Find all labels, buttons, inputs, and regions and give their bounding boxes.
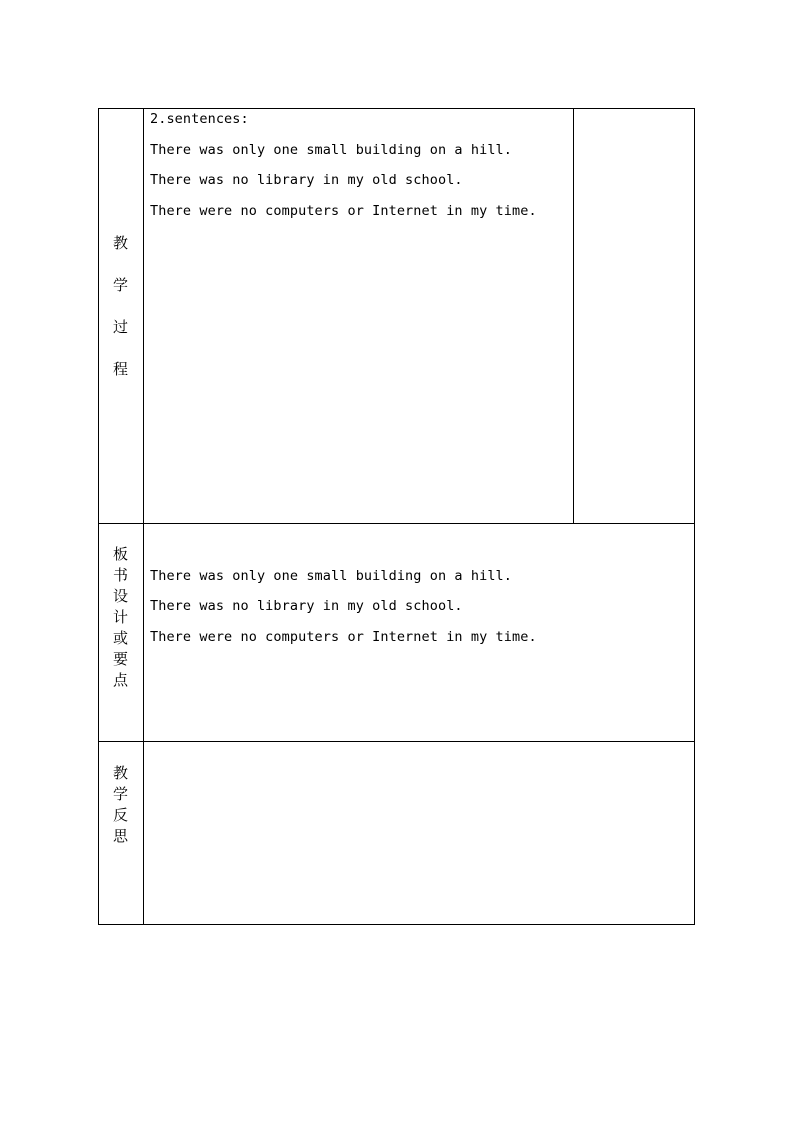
reflection-label-char: 反 [112,806,128,824]
board-label [98,543,143,690]
process-sentence: There was only one small building on a hill. [150,142,513,158]
board-label-char: 要 [112,650,128,668]
board-label-char: 书 [112,566,128,584]
process-sentence: There was no library in my old school. [150,172,463,188]
process-label-char: 教 [112,234,128,252]
table-border-right [694,108,695,925]
notes-cell [574,109,694,523]
reflection-content-cell [144,742,694,924]
reflection-label-char: 思 [112,827,128,845]
table-border-bottom [98,924,695,925]
board-sentence: There was only one small building on a hill. [150,568,513,584]
lesson-plan-table [98,108,695,925]
process-label-char: 学 [112,276,128,294]
reflection-label-char: 教 [112,764,128,782]
reflection-label-char: 学 [112,785,128,803]
board-label-char: 点 [112,671,128,689]
process-label-char: 过 [112,318,128,336]
process-label-char: 程 [112,360,128,378]
row-divider-1 [98,523,695,524]
board-label-char: 板 [112,545,128,563]
board-label-char: 计 [112,608,128,626]
process-label [98,232,143,400]
reflection-label [98,762,143,846]
process-heading: 2.sentences: [150,111,249,127]
board-sentence: There was no library in my old school. [150,598,463,614]
board-label-char: 设 [112,587,128,605]
board-label-char: 或 [112,629,128,647]
board-sentence: There were no computers or Internet in my time. [150,629,537,645]
process-sentence: There were no computers or Internet in my time. [150,203,537,219]
